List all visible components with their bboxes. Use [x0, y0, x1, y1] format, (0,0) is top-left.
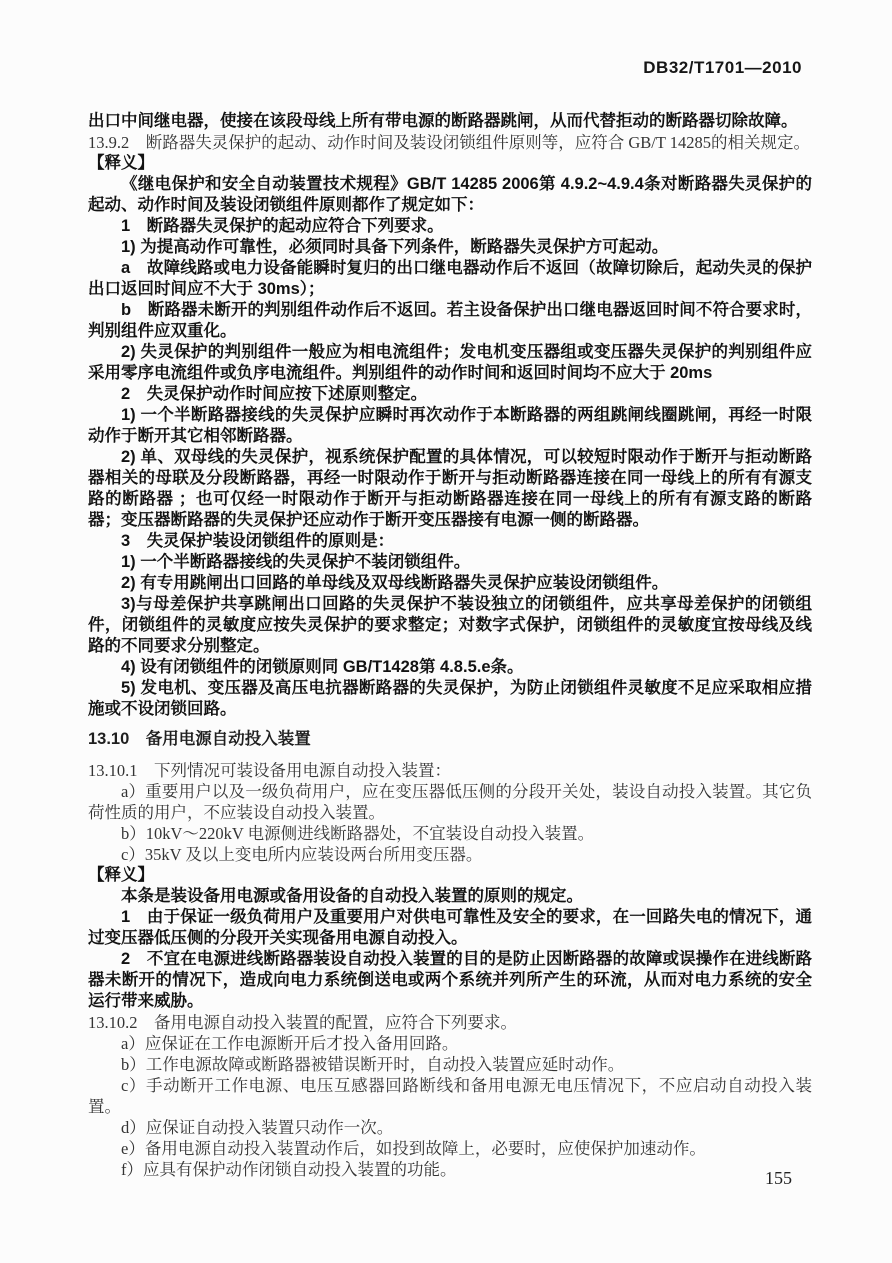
explanation-item-2: 2 失灵保护动作时间应按下述原则整定。 — [121, 385, 428, 403]
explanation-item-1-2: 2) 失灵保护的判别组件一般应为相电流组件；发电机变压器组或变压器失灵保护的判别组件应采用零序电流组件或负序电流组件。判别组件的动作时间和返回时间均不应大于 20ms — [88, 343, 812, 382]
section-heading-13-10: 13.10 备用电源自动投入装置 — [88, 730, 311, 748]
document-body — [88, 111, 812, 1180]
explanation-intro: 《继电保护和安全自动装置技术规程》GB/T 14285 2006第 4.9.2~4.9.4条对断路器失灵保护的起动、动作时间及装设闭锁组件原则都作了规定如下： — [88, 175, 812, 214]
explanation-item-1-1-a: a 故障线路或电力设备能瞬时复归的出口继电器动作后不返回（故障切除后，起动失灵的保护出口返回时间应不大于 30ms）； — [88, 259, 812, 298]
clause-13-9-2: 13.9.2 断路器失灵保护的起动、动作时间及装设闭锁组件原则等，应符合 GB/T 14285的相关规定。 — [88, 133, 811, 152]
clause-13-10-1: 13.10.1 下列情况可装设备用电源自动投入装置： — [88, 761, 451, 780]
clause-13-10-2-item-c: c）手动断开工作电源、电压互感器回路断线和备用电源无电压情况下，不应启动自动投入装置。 — [88, 1076, 812, 1116]
clause-13-10-2-item-f: f）应具有保护动作闭锁自动投入装置的功能。 — [121, 1160, 457, 1179]
clause-13-10-2-item-a: a）应保证在工作电源断开后才投入备用回路。 — [121, 1034, 459, 1053]
shiyi-label-2: 【释义】 — [88, 866, 154, 884]
clause-13-10-2: 13.10.2 备用电源自动投入装置的配置，应符合下列要求。 — [88, 1013, 517, 1032]
explanation-item-1-1: 1) 为提高动作可靠性，必须同时具备下列条件，断路器失灵保护方可起动。 — [121, 238, 669, 256]
explanation-item-3-1: 1) 一个半断路器接线的失灵保护不装闭锁组件。 — [121, 553, 471, 571]
shiyi-label: 【释义】 — [88, 154, 154, 172]
standard-number-header: DB32/T1701—2010 — [643, 58, 802, 77]
continuation-paragraph: 出口中间继电器，使接在该段母线上所有带电源的断路器跳闸，从而代替拒动的断路器切除故障。 — [88, 112, 798, 130]
clause-13-10-1-item-b: b）10kV～220kV 电源侧进线断路器处，不宜装设自动投入装置。 — [121, 824, 595, 843]
explanation-item-3-4: 4) 设有闭锁组件的闭锁原则同 GB/T1428第 4.8.5.e条。 — [121, 658, 524, 676]
explanation-item-3-3: 3)与母差保护共享跳闸出口回路的失灵保护不装设独立的闭锁组件，应共享母差保护的闭锁组件，闭锁组件的灵敏度应按失灵保护的要求整定；对数字式保护，闭锁组件的灵敏度宜按母线及线路的不同要求分别整定。 — [88, 595, 812, 655]
explanation-2-item-1: 1 由于保证一级负荷用户及重要用户对供电可靠性及安全的要求，在一回路失电的情况下，通过变压器低压侧的分段开关实现备用电源自动投入。 — [88, 908, 812, 947]
explanation-item-2-1: 1) 一个半断路器接线的失灵保护应瞬时再次动作于本断路器的两组跳闸线圈跳闸，再经一时限动作于断开其它相邻断路器。 — [88, 406, 812, 445]
clause-13-10-2-item-e: e）备用电源自动投入装置动作后，如投到故障上，必要时，应使保护加速动作。 — [121, 1139, 706, 1158]
clause-13-10-1-item-c: c）35kV 及以上变电所内应装设两台所用变压器。 — [121, 845, 483, 864]
explanation-item-2-2: 2) 单、双母线的失灵保护，视系统保护配置的具体情况，可以较短时限动作于断开与拒动断路器相关的母联及分段断路器，再经一时限动作于断开与拒动断路器连接在同一母线上的所有有源支路的断路器 ；也可仅经一时限动作于断开与拒动断路器连接在同一母线上的所有有源支路的断路器；变压器断路器的失灵保护还应动作于断开变压器接有电源一侧的断路器。 — [88, 448, 812, 529]
explanation-item-1-1-b: b 断路器未断开的判别组件动作后不返回。若主设备保护出口继电器返回时间不符合要求时，判别组件应双重化。 — [88, 301, 812, 340]
clause-13-10-1-item-a: a）重要用户以及一级负荷用户，应在变压器低压侧的分段开关处，装设自动投入装置。其它负荷性质的用户，不应装设自动投入装置。 — [88, 782, 812, 822]
explanation-item-1: 1 断路器失灵保护的起动应符合下列要求。 — [121, 217, 444, 235]
explanation-item-3-5: 5) 发电机、变压器及高压电抗器断路器的失灵保护，为防止闭锁组件灵敏度不足应采取相应措施或不设闭锁回路。 — [88, 679, 812, 718]
clause-13-10-2-item-d: d）应保证自动投入装置只动作一次。 — [121, 1118, 394, 1137]
explanation-item-3-2: 2) 有专用跳闸出口回路的单母线及双母线断路器失灵保护应装设闭锁组件。 — [121, 574, 669, 592]
clause-13-10-2-item-b: b）工作电源故障或断路器被错误断开时，自动投入装置应延时动作。 — [121, 1055, 625, 1074]
explanation-2-item-2: 2 不宜在电源进线断路器装设自动投入装置的目的是防止因断路器的故障或误操作在进线断路器未断开的情况下，造成向电力系统倒送电或两个系统并列所产生的环流，从而对电力系统的安全运行带来威胁。 — [88, 950, 812, 1010]
page-number: 155 — [765, 1168, 792, 1188]
explanation-item-3: 3 失灵保护装设闭锁组件的原则是： — [121, 532, 395, 550]
explanation-2-intro: 本条是装设备用电源或备用设备的自动投入装置的原则的规定。 — [121, 887, 583, 905]
